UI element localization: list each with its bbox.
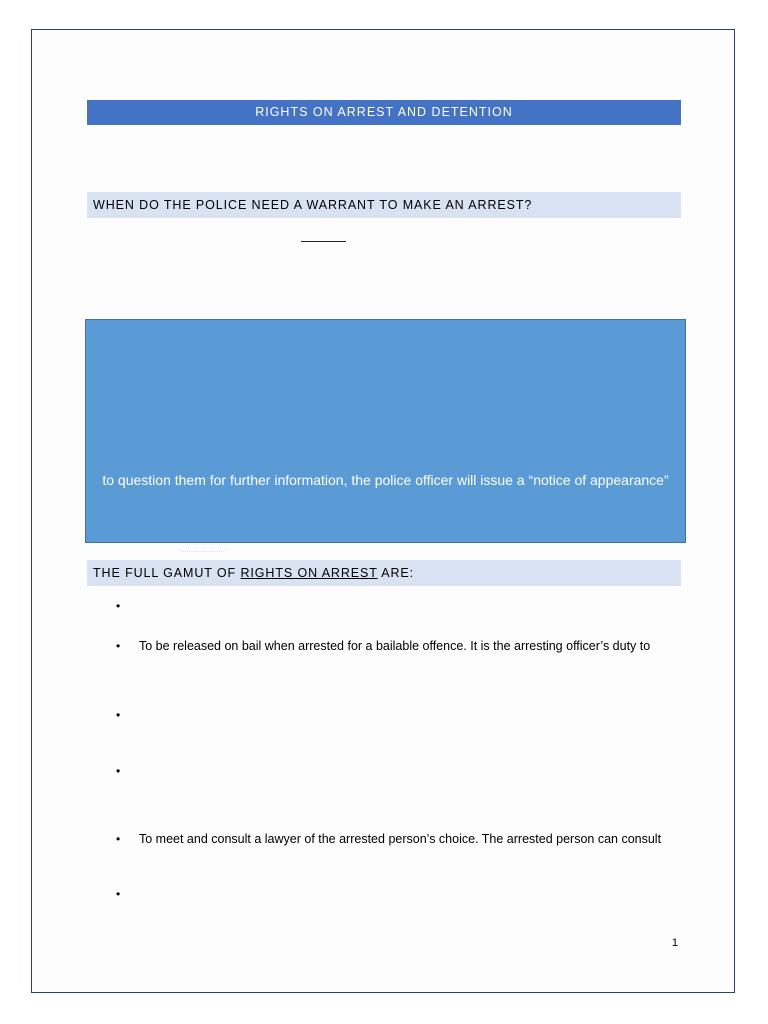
list-item	[116, 762, 676, 780]
callout-box	[85, 319, 686, 543]
list-item	[116, 885, 676, 903]
callout-text: to question them for further information, the police officer will issue a “notice of appearance”	[102, 472, 669, 488]
rights-on-arrest-link[interactable]: RIGHTS ON ARREST	[240, 566, 378, 580]
page-number: 1	[671, 937, 678, 949]
section-heading-suffix: ARE:	[377, 566, 415, 580]
section-heading-prefix: THE FULL GAMUT OF	[93, 566, 241, 580]
section-heading-warrant: WHEN DO THE POLICE NEED A WARRANT TO MAKE AN ARREST?	[87, 192, 681, 218]
document-title: RIGHTS ON ARREST AND DETENTION	[87, 100, 681, 125]
bullet-icon: •	[116, 887, 121, 901]
list-item	[116, 597, 676, 615]
list-item-text: To meet and consult a lawyer of the arrested person’s choice. The arrested person can consult	[139, 832, 662, 846]
list-item	[116, 830, 676, 848]
list-item	[116, 637, 676, 655]
section-heading-rights	[87, 560, 681, 586]
bullet-icon: •	[116, 832, 121, 846]
short-rule-divider	[301, 241, 346, 242]
bullet-icon: •	[116, 599, 121, 613]
faint-dotted-mark	[175, 543, 230, 552]
list-item	[116, 706, 676, 724]
bullet-icon: •	[116, 708, 121, 722]
bullet-icon: •	[116, 764, 121, 778]
list-item-text: To be released on bail when arrested for a bailable offence. It is the arresting officer’s duty to	[139, 639, 651, 653]
bullet-icon: •	[116, 639, 121, 653]
